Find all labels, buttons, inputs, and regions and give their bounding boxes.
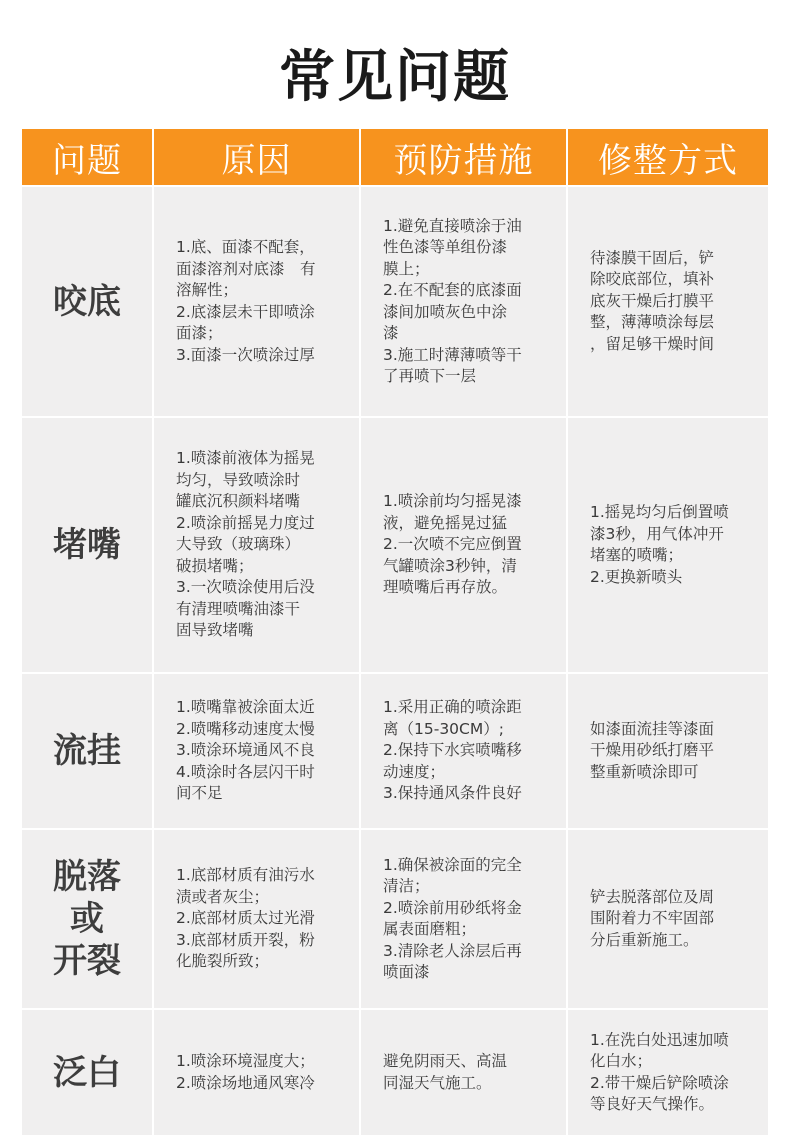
prevention-text-line: 清洁； <box>383 877 430 895</box>
cause-cell <box>154 830 359 1008</box>
repair-cell <box>568 1010 768 1135</box>
repair-text-line: 铲去脱落部位及周 <box>590 887 715 906</box>
repair-text-line: 1.在洗白处迅速加喷 <box>590 1030 729 1049</box>
prevention-text-line: 膜上； <box>383 259 430 278</box>
prevention-text-line: 理喷嘴后再存放。 <box>383 578 508 597</box>
prevention-text-line: 2.一次喷不完应倒置 <box>383 535 522 554</box>
cause-text-line: 1.喷漆前液体为摇晃 <box>176 449 315 468</box>
repair-cell <box>568 830 768 1008</box>
prevention-text-line: 性色漆等单组份漆 <box>383 238 508 256</box>
cause-text-line: 间不足 <box>176 784 223 803</box>
cause-text-line: 2.底部材质太过光滑 <box>176 909 315 928</box>
cause-text-line: 3.面漆一次喷涂过厚 <box>176 345 315 364</box>
cause-text-line: 3.底部材质开裂，粉 <box>176 930 315 949</box>
problem-cell <box>22 1010 152 1135</box>
cause-text-line: 大导致（玻璃珠） <box>176 535 301 554</box>
repair-text-line: 等良好天气操作。 <box>590 1095 715 1113</box>
cause-text-line: 1.喷涂环境湿度大； <box>176 1052 315 1070</box>
problem-text-line: 流挂 <box>53 731 121 771</box>
prevention-text-line: 1.确保被涂面的完全 <box>383 855 522 874</box>
cause-text-line: 化脆裂所致； <box>176 952 270 971</box>
problem-cell <box>22 187 152 416</box>
prevention-text-line: 漆 <box>383 324 399 342</box>
prevention-text-line: 属表面磨粗； <box>383 920 477 938</box>
cause-text-line: 2.喷涂前摇晃力度过 <box>176 513 315 532</box>
table-row <box>22 1010 768 1135</box>
cause-cell <box>154 674 359 828</box>
prevention-text-line: 离（15-30CM）; <box>383 719 504 738</box>
cause-text-line: 破损堵嘴； <box>176 556 254 575</box>
prevention-text-line: 2.在不配套的底漆面 <box>383 281 522 299</box>
problem-text-line: 脱落 <box>53 857 121 897</box>
cause-cell <box>154 187 359 416</box>
repair-text-line: 漆3秒，用气体冲开 <box>590 524 724 543</box>
repair-text-line: 化白水； <box>590 1052 653 1070</box>
header-repair: 修整方式 <box>568 129 768 185</box>
problem-cell <box>22 674 152 828</box>
repair-text-line: 2.带干燥后铲除喷涂 <box>590 1073 729 1092</box>
problem-cell <box>22 418 152 672</box>
cause-text-line: 3.喷涂环境通风不良 <box>176 741 315 760</box>
prevention-text-line: 漆间加喷灰色中涂 <box>383 302 508 321</box>
cause-text-line: 2.喷嘴移动速度太慢 <box>176 719 315 738</box>
cause-text-line: 1.底、面漆不配套， <box>176 238 315 256</box>
table-header-row <box>22 129 768 185</box>
repair-text-line: ，留足够干燥时间 <box>590 334 715 353</box>
prevention-cell <box>361 418 566 672</box>
cause-text-line: 面漆； <box>176 324 223 342</box>
cause-text-line: 3.一次喷涂使用后没 <box>176 578 315 597</box>
cause-text-line: 面漆溶剂对底漆 有 <box>176 259 316 278</box>
table-row <box>22 674 768 828</box>
prevention-text-line: 2.喷涂前用砂纸将金 <box>383 898 522 917</box>
prevention-text-line: 气罐喷涂3秒钟，清 <box>383 556 517 575</box>
prevention-cell <box>361 1010 566 1135</box>
cause-text-line: 4.喷涂时各层闪干时 <box>176 762 315 781</box>
problem-text-line: 堵嘴 <box>53 525 121 565</box>
problem-text-line: 咬底 <box>53 281 121 322</box>
table-row <box>22 830 768 1008</box>
prevention-text-line: 避免阴雨天、高温 <box>383 1052 508 1070</box>
cause-text-line: 有清理喷嘴油漆干 <box>176 599 301 618</box>
repair-text-line: 如漆面流挂等漆面 <box>590 719 715 738</box>
repair-cell <box>568 187 768 416</box>
prevention-cell <box>361 830 566 1008</box>
prevention-text-line: 3.清除老人涂层后再 <box>383 941 522 960</box>
prevention-text-line: 2.保持下水宾喷嘴移 <box>383 741 522 760</box>
repair-text-line: 除咬底部位，填补 <box>590 270 715 289</box>
cause-text-line: 渍或者灰尘； <box>176 887 270 906</box>
repair-text-line: 整重新喷涂即可 <box>590 762 699 781</box>
repair-text-line: 底灰干燥后打膜平 <box>590 291 715 310</box>
cause-text-line: 溶解性； <box>176 281 239 299</box>
repair-text-line: 堵塞的喷嘴； <box>590 546 684 564</box>
cause-text-line: 2.喷涂场地通风寒冷 <box>176 1073 315 1092</box>
repair-text-line: 干燥用砂纸打磨平 <box>590 741 715 760</box>
cause-text-line: 均匀，导致喷涂时 <box>176 470 301 489</box>
repair-cell <box>568 418 768 672</box>
prevention-text-line: 了再喷下一层 <box>383 367 477 385</box>
page-title: 常见问题 <box>279 45 511 110</box>
repair-text-line: 围附着力不牢固部 <box>590 909 715 928</box>
repair-text-line: 分后重新施工。 <box>590 930 699 949</box>
repair-text-line: 2.更换新喷头 <box>590 567 683 586</box>
prevention-text-line: 液，避免摇晃过猛 <box>383 513 508 532</box>
prevention-cell <box>361 674 566 828</box>
problem-text-line: 泛白 <box>53 1052 121 1093</box>
prevention-text-line: 3.施工时薄薄喷等干 <box>383 345 522 364</box>
cause-text-line: 2.底漆层未干即喷涂 <box>176 302 315 321</box>
header-cause: 原因 <box>154 129 359 185</box>
prevention-text-line: 3.保持通风条件良好 <box>383 784 522 803</box>
cause-cell <box>154 418 359 672</box>
table-row <box>22 418 768 672</box>
prevention-text-line: 动速度； <box>383 762 446 781</box>
prevention-text-line: 1.采用正确的喷涂距 <box>383 698 522 717</box>
prevention-text-line: 1.避免直接喷涂于油 <box>383 216 522 235</box>
header-prevention: 预防措施 <box>361 129 566 185</box>
problem-text-line: 或 <box>70 899 104 939</box>
cause-text-line: 1.喷嘴靠被涂面太近 <box>176 698 315 717</box>
cause-text-line: 固导致堵嘴 <box>176 621 254 640</box>
repair-text-line: 1.摇晃均匀后倒置喷 <box>590 503 729 521</box>
problem-text-line: 开裂 <box>53 941 121 981</box>
prevention-cell <box>361 187 566 416</box>
problem-cell <box>22 830 152 1008</box>
cause-text-line: 罐底沉积颜料堵嘴 <box>176 492 301 511</box>
repair-text-line: 整，薄薄喷涂每层 <box>590 313 715 332</box>
cause-cell <box>154 1010 359 1135</box>
prevention-text-line: 同湿天气施工。 <box>383 1073 492 1092</box>
repair-text-line: 待漆膜干固后，铲 <box>590 248 715 267</box>
cause-text-line: 1.底部材质有油污水 <box>176 866 315 885</box>
prevention-text-line: 喷面漆 <box>383 963 430 981</box>
table-row <box>22 187 768 416</box>
header-problem: 问题 <box>22 129 152 185</box>
faq-table <box>20 127 770 1137</box>
prevention-text-line: 1.喷涂前均匀摇晃漆 <box>383 492 522 511</box>
repair-cell <box>568 674 768 828</box>
